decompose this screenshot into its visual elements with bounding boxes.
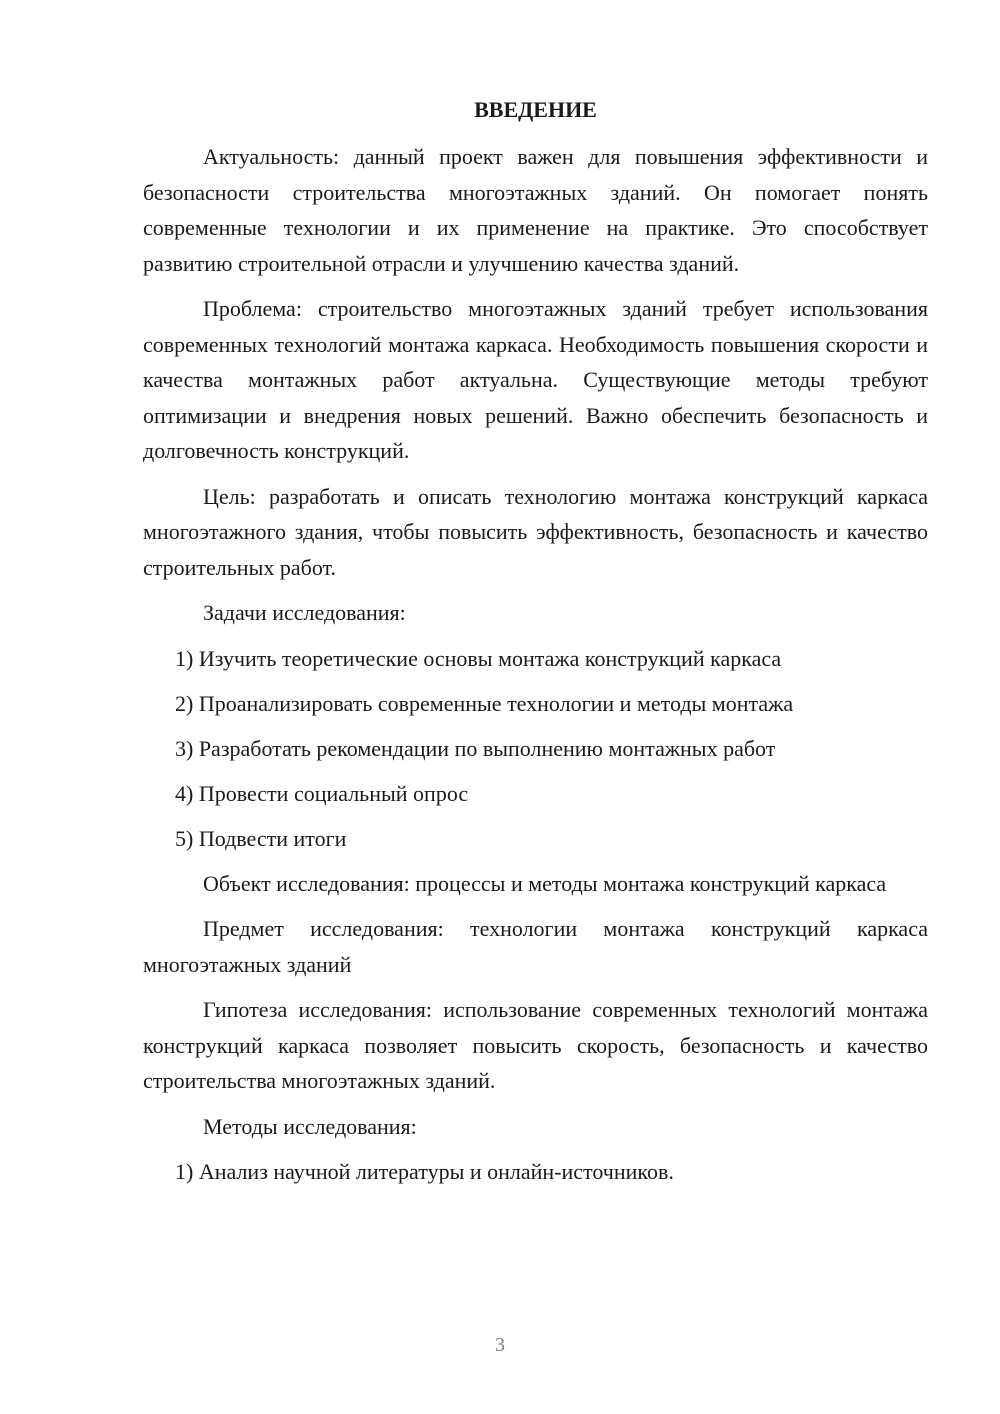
page-number: 3 — [495, 1334, 505, 1356]
hypothesis-paragraph: Гипотеза исследования: использование современных технологий монтажа конструкций каркаса позволяет повысить скорость, безопасность и качество строительства многоэтажных зданий. — [143, 997, 928, 1093]
list-item: 5) Подвести итоги — [175, 825, 347, 851]
subject-paragraph: Предмет исследования: технологии монтажа конструкций каркаса многоэтажных зданий — [143, 916, 928, 977]
tasks-title: Задачи исследования: — [203, 600, 406, 625]
relevance-paragraph: Актуальность: данный проект важен для повышения эффективности и безопасности строительства многоэтажных зданий. Он помогает понять современные технологии и их применение на практике. Это способствует развитию строительной отрасли и улучшению качества зданий. — [143, 144, 928, 276]
list-item: 1) Изучить теоретические основы монтажа конструкций каркаса — [175, 645, 782, 671]
list-item: 4) Провести социальный опрос — [175, 780, 469, 806]
document-page — [143, 92, 928, 1199]
methods-title: Методы исследования: — [203, 1113, 417, 1139]
methods-list — [143, 1154, 928, 1190]
tasks-list — [143, 641, 928, 857]
goal-paragraph: Цель: разработать и описать технологию монтажа конструкций каркаса многоэтажного здания, чтобы повысить эффективность, безопасность и качество строительных работ. — [143, 483, 928, 580]
object-paragraph: Объект исследования: процессы и методы монтажа конструкций каркаса — [203, 870, 887, 896]
list-item: 2) Проанализировать современные технологии и методы монтажа — [175, 690, 794, 716]
list-item: 3) Разработать рекомендации по выполнению монтажных работ — [175, 735, 776, 761]
problem-paragraph: Проблема: строительство многоэтажных зданий требует использования современных технологий монтажа каркаса. Необходимость повышения скорости и качества монтажных работ актуальна. Существующие методы требуют оптимизации и внедрения новых решений. Важно обеспечить безопасность и долговечность конструкций. — [143, 296, 928, 463]
section-heading: ВВЕДЕНИЕ — [474, 97, 597, 122]
list-item: 1) Анализ научной литературы и онлайн-источников. — [175, 1159, 674, 1184]
